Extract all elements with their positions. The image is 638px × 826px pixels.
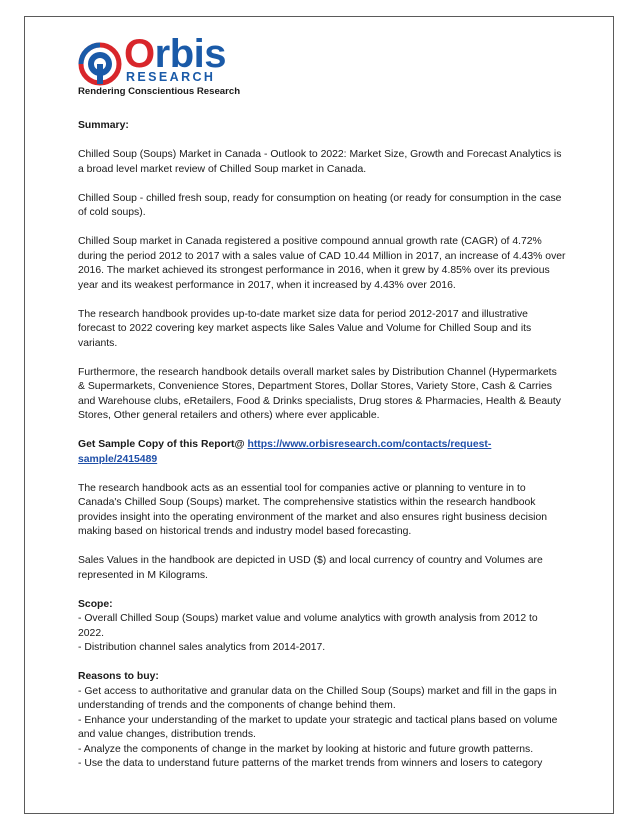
reason-item: - Analyze the components of change in the market by looking at historic and future growth patterns. xyxy=(78,743,534,755)
handbook-paragraph: The research handbook provides up-to-date market size data for period 2012-2017 and illustrative forecast to 2022 covering key market aspects like Sales Value and Volume for Chilled Soup and its variants. xyxy=(78,308,532,349)
reason-item: - Enhance your understanding of the market to update your strategic and tactical plans based on volume and value changes, distribution trends. xyxy=(78,714,558,740)
distribution-paragraph: Furthermore, the research handbook details overall market sales by Distribution Channel (Hypermarkets & Supermarkets, Convenience Stores, Department Stores, Dollar Stores, Variety Store, Cash & Carries and Warehouse clubs, eRetailers, Food & Drinks specialists, Drug stores & Pharmacies, Health & Beauty Stores, Other general retailers and others) where ever applicable. xyxy=(78,366,561,421)
cagr-paragraph: Chilled Soup market in Canada registered a positive compound annual growth rate (CAGR) of 4.72% during the period 2012 to 2017 with a sales value of CAD 10.44 Million in 2017, an increase of 4.43% over 2016. The market achieved its strongest performance in 2016, when it grew by 4.85% over its previous year and its weakest performance in 2017, when it increased by 4.43% over 2016. xyxy=(78,236,566,291)
document-body xyxy=(78,119,566,772)
summary-heading: Summary: xyxy=(78,120,129,131)
orbis-logo xyxy=(78,30,241,104)
units-paragraph: Sales Values in the handbook are depicted in USD ($) and local currency of country and Volumes are represented in M Kilograms. xyxy=(78,555,543,581)
orbis-globe-icon xyxy=(78,42,122,86)
sample-copy-line xyxy=(78,438,566,467)
sample-request-link[interactable]: https://www.orbisresearch.com/contacts/request-sample/2415489 xyxy=(78,439,492,465)
tool-paragraph: The research handbook acts as an essential tool for companies active or planning to venture in to Canada's Chilled Soup (Soups) market. The comprehensive statistics within the research handbook provides insight into the operating environment of the market and also ensures right business decision making based on historical trends and industry model based forecasting. xyxy=(78,482,548,537)
reasons-heading: Reasons to buy: xyxy=(78,671,159,682)
scope-item: - Distribution channel sales analytics from 2014-2017. xyxy=(78,642,326,653)
reason-item: - Use the data to understand future patterns of the market trends from winners and losers to category xyxy=(78,758,543,769)
definition-paragraph: Chilled Soup - chilled fresh soup, ready for consumption on heating (or ready for consumption in the case of cold soups). xyxy=(78,192,562,218)
scope-heading: Scope: xyxy=(78,598,113,610)
logo-wordmark: Orbis xyxy=(124,32,226,76)
scope-item: - Overall Chilled Soup (Soups) market value and volume analytics with growth analysis from 2012 to 2022. xyxy=(78,613,538,639)
logo-subtitle: RESEARCH xyxy=(126,70,216,84)
reason-item: - Get access to authoritative and granular data on the Chilled Soup (Soups) market and fill in the gaps in understanding of trends and the components of change behind them. xyxy=(78,685,557,711)
summary-paragraph: Chilled Soup (Soups) Market in Canada - Outlook to 2022: Market Size, Growth and Forecast Analytics is a broad level market review of Chilled Soup market in Canada. xyxy=(78,149,562,175)
sample-copy-label: Get Sample Copy of this Report@ xyxy=(78,439,248,450)
logo-tagline: Rendering Conscientious Research xyxy=(78,86,241,97)
